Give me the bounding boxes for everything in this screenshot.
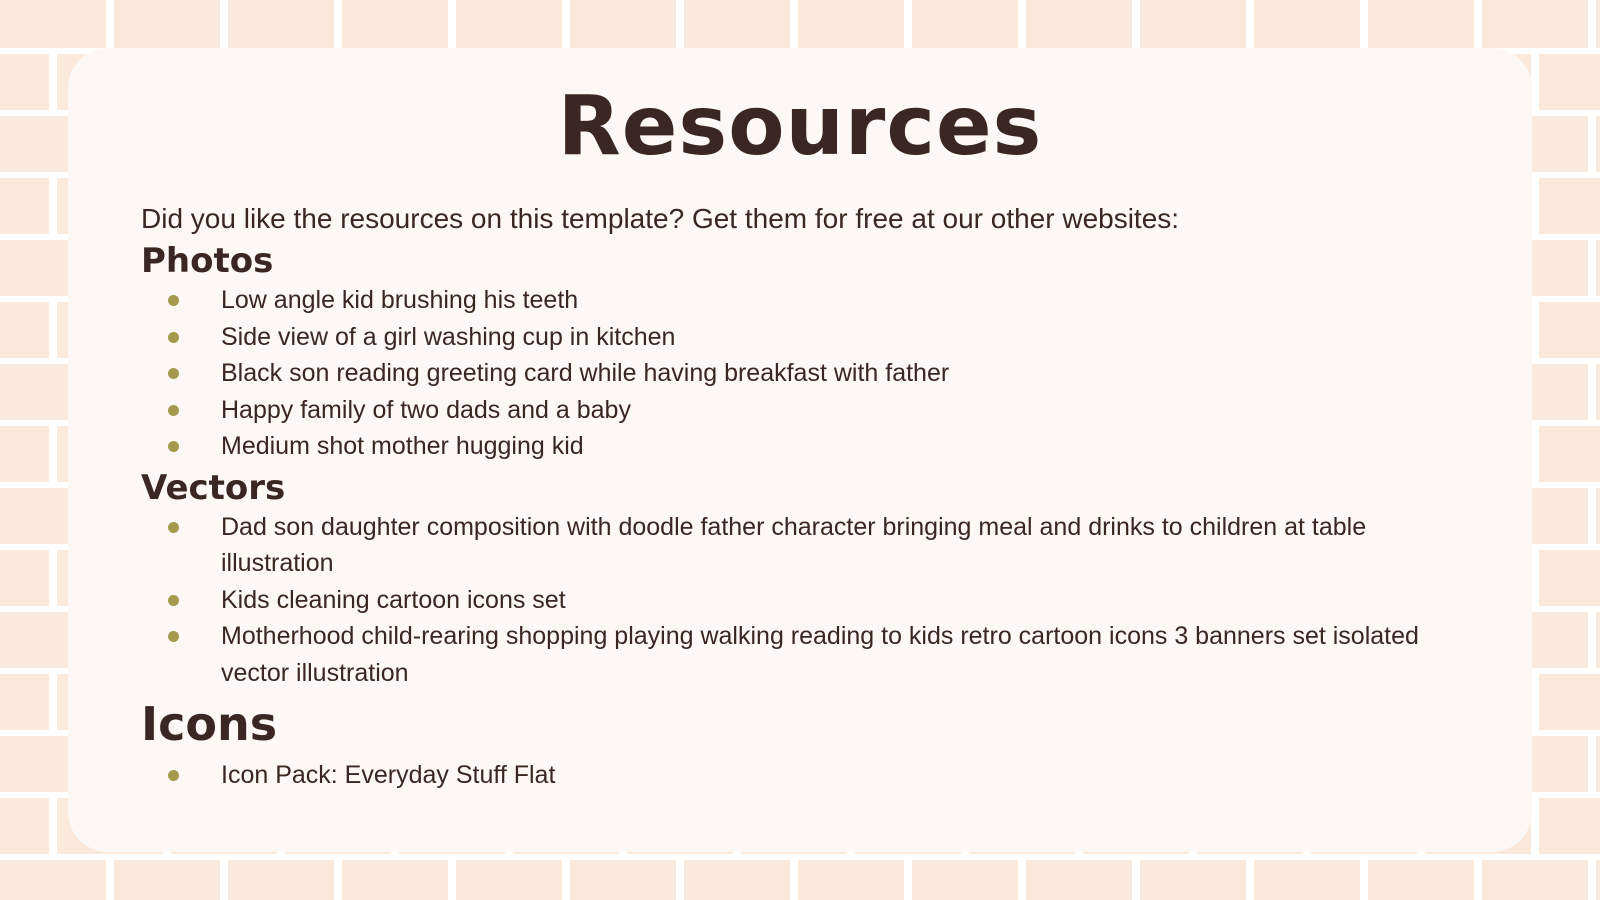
list-item-label: Side view of a girl washing cup in kitchen <box>221 322 676 351</box>
list-item[interactable] <box>141 582 1461 619</box>
photos-list <box>141 282 1461 465</box>
icons-list <box>141 757 1461 794</box>
section-heading-photos: Photos <box>141 241 274 281</box>
list-item-label: Dad son daughter composition with doodle father character bringing meal and drinks to children at table illustration <box>221 512 1367 577</box>
bullet-icon <box>168 631 179 642</box>
section-heading-vectors: Vectors <box>141 467 286 508</box>
bullet-icon <box>168 368 179 379</box>
list-item[interactable] <box>141 618 1461 691</box>
bullet-icon <box>168 522 179 533</box>
list-item[interactable] <box>141 428 1461 465</box>
page-title: Resources <box>557 79 1043 174</box>
list-item-label: Happy family of two dads and a baby <box>221 395 631 424</box>
bullet-icon <box>168 770 179 781</box>
resources-content <box>141 200 1461 794</box>
list-item-label: Low angle kid brushing his teeth <box>221 286 579 314</box>
list-item[interactable] <box>141 757 1461 794</box>
section-heading-icons: Icons <box>141 697 278 751</box>
list-item[interactable] <box>141 509 1461 582</box>
list-item[interactable] <box>141 282 1461 319</box>
list-item[interactable] <box>141 319 1461 356</box>
list-item-label: Motherhood child-rearing shopping playing walking reading to kids retro cartoon icons 3 banners set isolated vector illustration <box>221 622 1419 687</box>
list-item-label: Black son reading greeting card while having breakfast with father <box>221 359 950 387</box>
list-item-label: Medium shot mother hugging kid <box>221 432 584 460</box>
bullet-icon <box>168 441 179 452</box>
bullet-icon <box>168 295 179 306</box>
list-item[interactable] <box>141 392 1461 429</box>
bullet-icon <box>168 595 179 606</box>
list-item-label: Kids cleaning cartoon icons set <box>221 585 566 614</box>
list-item-label: Icon Pack: Everyday Stuff Flat <box>221 761 556 789</box>
list-item[interactable] <box>141 355 1461 392</box>
intro-text: Did you like the resources on this template? Get them for free at our other websites: <box>141 203 1180 234</box>
vectors-list <box>141 509 1461 692</box>
bullet-icon <box>168 332 179 343</box>
bullet-icon <box>168 405 179 416</box>
